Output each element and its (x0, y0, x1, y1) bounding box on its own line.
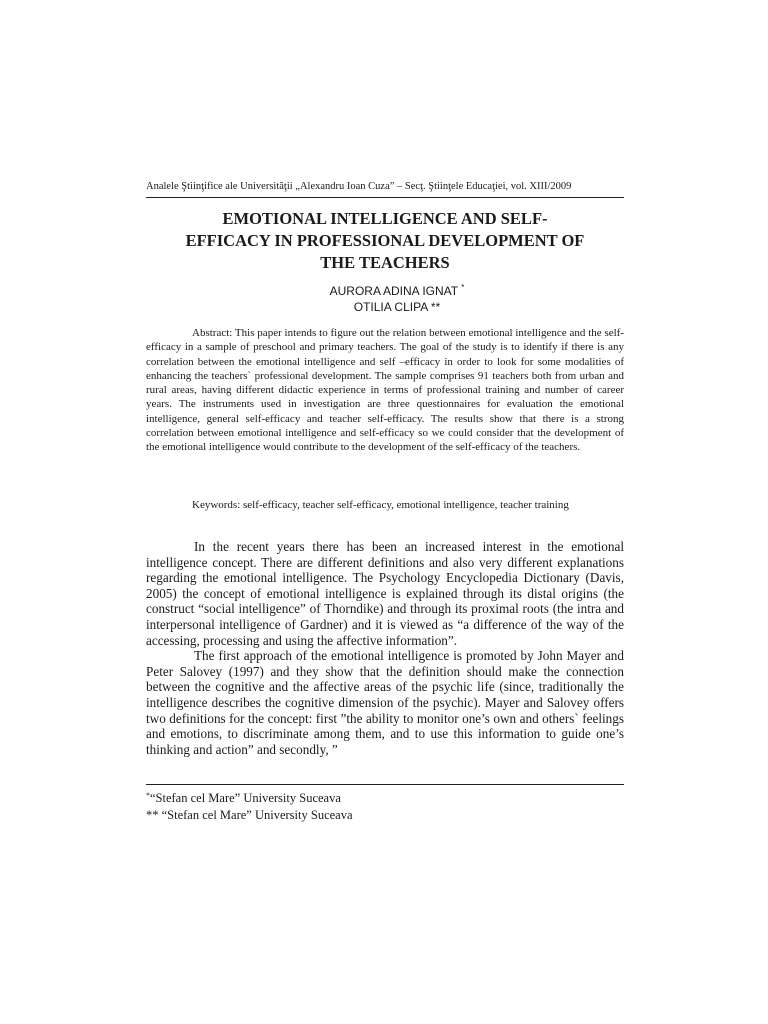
title-line: EMOTIONAL INTELLIGENCE AND SELF- (222, 209, 548, 228)
running-head: Analele Ştiinţifice ale Universităţii „Alexandru Ioan Cuza” – Secţ. Ştiinţele Educaţiei, vol. XIII/2009 (146, 181, 572, 192)
footnote (146, 788, 341, 806)
author-footnote-mark: * (461, 283, 465, 292)
author (158, 299, 636, 315)
author-footnote-mark: ** (430, 300, 441, 314)
footnote-mark: * (146, 791, 150, 800)
author (158, 280, 636, 299)
keywords: Keywords: self-efficacy, teacher self-efficacy, emotional intelligence, teacher training (192, 499, 569, 511)
header-divider (146, 197, 624, 198)
abstract: Abstract: This paper intends to figure out the relation between emotional intelligence and the self-efficacy in a sample of preschool and primary teachers. The goal of the study is to identify if there is any correlation between the emotional intelligence and self –efficacy in order to look for some modalities of enhancing the teachers` professional development. The sample comprises 91 teachers both from urban and rural areas, having different didactic experience in terms of professional training and number of career years. The instruments used in investigation are three questionnaires for evaluation the emotional intelligence, general self-efficacy and teacher self-efficacy. The results show that there is a strong correlation between emotional intelligence and self-efficacy so we could consider that the development of the emotional intelligence would contribute to the development of the self-efficacy of the teachers. (146, 327, 624, 454)
footnote-text: “Stefan cel Mare” University Suceava (150, 791, 341, 805)
body-text (146, 539, 624, 757)
paper-title (146, 208, 624, 274)
author-name: AURORA ADINA IGNAT (329, 284, 458, 298)
footnote-mark: ** (146, 808, 159, 822)
title-line: THE TEACHERS (320, 253, 450, 272)
paragraph: The first approach of the emotional intelligence is promoted by John Mayer and Peter Salovey (1997) and they show that the definition should make the connection between the cognitive and the affective areas of the psychic life (since, traditionally the intelligence describes the cognitive dimension of the psychic). Mayer and Salovey offers two definitions for the concept: first ”the ability to monitor one’s own and others` feelings and emotions, to discriminate among them, and to use this information to guide one’s thinking and action” and secondly, ” (146, 648, 624, 757)
author-list (146, 280, 624, 315)
title-line: EFFICACY IN PROFESSIONAL DEVELOPMENT OF (185, 231, 585, 250)
footnote (146, 808, 353, 823)
paragraph: In the recent years there has been an increased interest in the emotional intelligence concept. There are different definitions and also very different explanations regarding the emotional intelligence. The Psychology Encyclopedia Dictionary (Davis, 2005) the concept of emotional intelligence is explained through its distal origins (the construct “social intelligence” of Thorndike) and through its proximal roots (the intra and interpersonal intelligence of Gardner) and it is viewed as “a difference of the way of the accessing, processing and using the affective information”. (146, 539, 624, 648)
footnote-text: “Stefan cel Mare” University Suceava (161, 808, 353, 822)
footnote-divider (146, 784, 624, 785)
author-name: OTILIA CLIPA (353, 300, 428, 314)
